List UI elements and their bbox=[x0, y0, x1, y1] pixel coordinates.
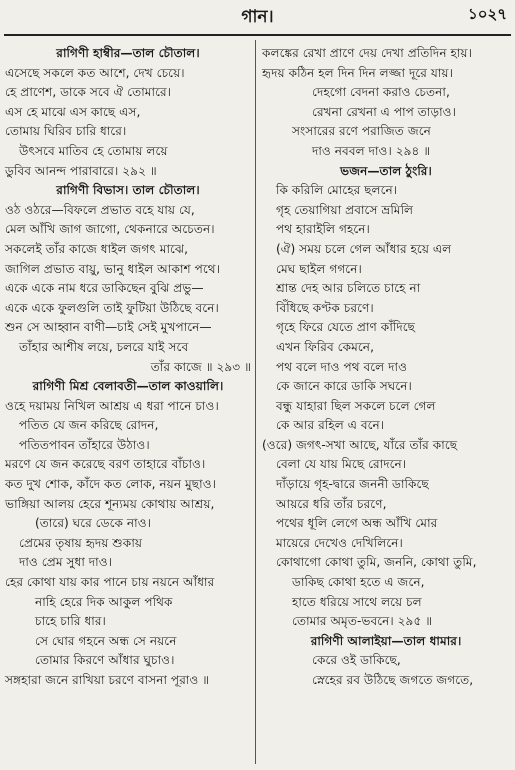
text-line: দাঁড়ায়ে গৃহ-দ্বারে জননী ডাকিছে bbox=[276, 477, 429, 492]
text-line: ওহে দয়াময় নিখিল আশ্রয় এ ধরা পানে চাও। bbox=[5, 398, 219, 413]
text-line: পতিত যে জন করিছে রোদন, bbox=[19, 418, 159, 433]
text-line: পথের ধূলি লেগে অন্ধ আঁখি মোর bbox=[276, 516, 438, 531]
text-line: সঙ্গহারা জনে রাখিয়া চরণে বাসনা পূরাও ॥ bbox=[5, 673, 210, 687]
text-line: মেল আঁখি জাগ জাগো, থেকনারে অচেতন। bbox=[5, 222, 215, 237]
text-line: দাও নববল দাও। ২৯৪ ॥ bbox=[312, 143, 431, 158]
text-line: তোমার কিরণে আঁধার ঘুচাও। bbox=[35, 653, 175, 668]
text-line: সংসারের রণে পরাজিত জনে bbox=[292, 124, 431, 139]
song-heading: ভজন—তাল ঠুংরি। bbox=[340, 163, 432, 178]
text-line: শুন সে আহ্বান বাণী—চাই সেই মুখপানে— bbox=[5, 320, 212, 335]
text-line: কে আর রহিল এ বনে। bbox=[276, 418, 385, 433]
text-line: পতিতপাবন তাঁহারে উঠাও। bbox=[19, 437, 150, 452]
text-line: মেঘ ছাইল গগনে। bbox=[276, 261, 362, 276]
song-heading: রাগিণী আলাইয়া—তাল ধামার। bbox=[310, 633, 462, 648]
text-line: চাহে চারি ধার। bbox=[35, 614, 106, 629]
text-line: জাগিল প্রভাত বায়ু, ভানু ধাইল আকাশ পথে। bbox=[5, 261, 221, 276]
text-line: কলঙ্কের রেখা প্রাণে দেয় দেখা প্রতিদিন হায়। bbox=[262, 46, 472, 60]
text-line: সে ঘোর গহনে অন্ধ সে নয়নে bbox=[35, 633, 177, 648]
text-line: গৃহে ফিরে যেতে প্রাণ কাঁদিছে bbox=[276, 320, 416, 335]
text-line: নাহি হেরে দিক আকুল পথিক bbox=[35, 594, 173, 609]
text-line: হৃদয় কঠিন হল দিন দিন লজ্জা দূরে যায়। bbox=[262, 65, 453, 80]
text-line: দেহগো বেদনা করাও চেতনা, bbox=[312, 85, 450, 100]
text-line: পথ হারাইলি গহনে। bbox=[276, 222, 370, 237]
column-divider bbox=[255, 40, 256, 764]
text-line: (ওরে) জগৎ-সখা আছে, যাঁরে তাঁর কাছে bbox=[262, 437, 458, 452]
page-number: ১০২৭ bbox=[468, 5, 507, 23]
text-line: কে জানে কারে ডাকি সঘনে। bbox=[276, 379, 412, 394]
text-line: কেরে ওই ডাকিছে, bbox=[312, 653, 401, 668]
song-heading: রাগিণী মিশ্র বেলাবতী—তাল কাওয়ালি। bbox=[32, 379, 224, 394]
left-column bbox=[5, 44, 251, 691]
text-line: এস হে মাঝে এস কাছে এস, bbox=[5, 104, 141, 119]
text-line: এসেছে সকলে কত আশে, দেখ চেয়ে। bbox=[5, 65, 185, 80]
text-line: রেখনা রেখনা এ পাপ তাড়াও। bbox=[312, 104, 457, 119]
text-line: প্রেমের তৃষায় হৃদয় শুকায় bbox=[19, 535, 143, 550]
text-line: তাঁর কাজে ॥ ২৯৩ ॥ bbox=[150, 359, 251, 374]
header-rule bbox=[4, 34, 511, 36]
text-line: আয়রে ধরি তাঁর চরণে, bbox=[276, 496, 387, 511]
text-line: তোমায় ঘিরিব চারি ধারে। bbox=[5, 124, 127, 139]
text-line: একে একে নাম ধরে ডাকিছেন বুঝি প্রভু— bbox=[5, 281, 204, 296]
text-line: ভাঙ্গিয়া আলয় হেরে শূন্যময় কোথায় আশ্রয়, bbox=[5, 496, 215, 511]
page-header-title: গান। bbox=[241, 7, 274, 27]
text-line: তোমার অমৃত-ভবনে। ২৯৫ ॥ bbox=[292, 614, 433, 629]
text-line: শ্রান্ত দেহ আর চলিতে চাহে না bbox=[276, 281, 421, 296]
text-line: (তারে) ঘরে ডেকে নাও। bbox=[35, 516, 152, 531]
text-line: ডুবিব আনন্দ পারাবারে। ২৯২ ॥ bbox=[5, 163, 157, 178]
text-line: স্নেহের রব উঠিছে জগতে জগতে, bbox=[312, 673, 474, 687]
song-heading: রাগিণী হাম্বীর—তাল চৌতাল। bbox=[56, 46, 200, 60]
text-line: সকলেই তাঁর কাজে ধাইল জগৎ মাঝে, bbox=[5, 241, 188, 256]
text-line: গৃহ তেয়াগিয়া প্রবাসে ভ্রমিলি bbox=[276, 202, 414, 217]
text-line: (ঐ) সময় চলে গেল আঁধার হয়ে এল bbox=[276, 241, 452, 256]
text-line: হে প্রাণেশ, ডাকে সবে ঐ তোমারে। bbox=[5, 85, 172, 100]
text-line: মরণে যে জন করেছে বরণ তাহারে বাঁচাও। bbox=[5, 457, 206, 472]
text-line: দাও প্রেম সুধা দাও। bbox=[19, 555, 113, 570]
text-line: মায়েরে দেখেও দেখিলিনে। bbox=[276, 535, 403, 550]
text-line: ওঠ ওঠরে—বিফলে প্রভাত বহে যায় যে, bbox=[5, 202, 195, 217]
text-line: বেলা যে যায় মিছে রোদনে। bbox=[276, 457, 407, 472]
text-line: একে একে ফুলগুলি তাই ফুটিয়া উঠিছে বনে। bbox=[5, 300, 219, 315]
text-line: পথ বলে দাও পথ বলে দাও bbox=[276, 359, 408, 374]
song-heading: রাগিণী বিভাস। তাল চৌতাল। bbox=[56, 183, 200, 198]
text-line: কত দুখ শোক, কাঁদে কত লোক, নয়ন মুছাও। bbox=[5, 477, 217, 492]
text-line: বন্ধু যাহারা ছিল সকলে চলে গেল bbox=[276, 398, 436, 413]
text-line: হের কোথা যায় কার পানে চায় নয়নে আঁধার bbox=[5, 575, 215, 590]
text-line: উৎসবে মাতিব হে তোমায় লয়ে bbox=[19, 143, 168, 158]
right-column bbox=[262, 44, 510, 691]
text-line: এখন ফিরিব কেমনে, bbox=[276, 339, 374, 354]
text-line: কোথাগো কোথা তুমি, জননি, কোথা তুমি, bbox=[276, 555, 477, 570]
text-line: বিঁধিছে কণ্টক চরণে। bbox=[276, 300, 374, 315]
text-line: কি করিলি মোহের ছলনে। bbox=[276, 183, 398, 198]
text-line: হাতে ধরিয়ে সাথে লয়ে চল bbox=[292, 594, 422, 609]
text-line: তাঁহার আশীষ লয়ে, চলরে যাই সবে bbox=[19, 339, 189, 354]
text-line: ডাকিছ কোথা হতে এ জনে, bbox=[292, 575, 425, 590]
